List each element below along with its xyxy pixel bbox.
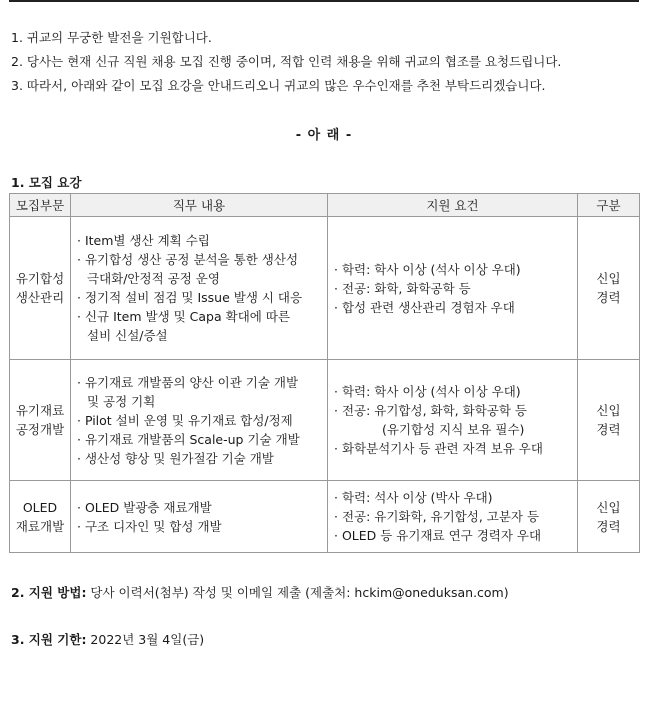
duties-cell — [71, 360, 328, 481]
duty-line: · 유기합성 생산 공정 분석을 통한 생산성 — [77, 252, 299, 267]
duty-line: · Pilot 설비 운영 및 유기재료 합성/정제 — [77, 412, 293, 428]
duty-line: 극대화/안정적 공정 운영 — [87, 271, 220, 286]
duty-line: 설비 신설/증설 — [87, 328, 168, 343]
requirement-line: · 전공: 화학, 화학공학 등 — [334, 280, 471, 296]
dept-line: 유기재료 — [15, 403, 65, 418]
dept-line: 재료개발 — [15, 518, 65, 534]
duty-line: · OLED 발광층 재료개발 — [77, 499, 212, 515]
requirements-cell — [328, 217, 578, 360]
type-line: 신입 — [596, 403, 621, 418]
requirement-line: · 전공: 유기화학, 유기합성, 고분자 등 — [334, 509, 540, 524]
requirement-line: · 전공: 유기합성, 화학, 화학공학 등 — [334, 403, 527, 418]
requirement-line: · 합성 관련 생산관리 경험자 우대 — [334, 299, 515, 315]
section2-application-method — [11, 583, 509, 601]
duty-line: · 생산성 향상 및 원가절감 기술 개발 — [77, 450, 274, 466]
section2-text: 당사 이력서(첨부) 작성 및 이메일 제출 (제출처: hckim@oneduksan.com) — [86, 585, 509, 600]
top-rule — [9, 0, 639, 2]
header-requirements: 지원 요건 — [328, 194, 578, 217]
section2-label: 2. 지원 방법: — [11, 585, 87, 600]
intro-paragraphs — [11, 30, 641, 102]
section3-label: 3. 지원 기한: — [11, 632, 87, 647]
type-cell — [578, 360, 640, 481]
requirements-cell — [328, 360, 578, 481]
header-duties: 직무 내용 — [71, 194, 328, 217]
duty-line: 및 공정 기획 — [87, 393, 156, 409]
duty-line: · Item별 생산 계획 수립 — [77, 233, 210, 248]
table-row — [10, 481, 640, 553]
requirement-line: · OLED 등 유기재료 연구 경력자 우대 — [334, 528, 542, 543]
dept-line: 유기합성 — [15, 271, 65, 286]
type-line: 경력 — [596, 422, 621, 437]
table-row — [10, 360, 640, 481]
section3-deadline — [11, 630, 204, 648]
table-row — [10, 217, 640, 360]
requirement-line: · 학력: 석사 이상 (박사 우대) — [334, 490, 493, 505]
duty-line: · 신규 Item 발생 및 Capa 확대에 따른 — [77, 309, 290, 324]
type-line: 경력 — [596, 290, 621, 305]
header-dept: 모집부문 — [10, 194, 71, 217]
dept-line: 생산관리 — [15, 290, 65, 305]
type-cell — [578, 481, 640, 553]
dept-cell — [10, 481, 71, 553]
duty-line: · 정기적 설비 점검 및 Issue 발생 시 대응 — [77, 290, 303, 305]
table-header-row — [10, 194, 640, 217]
intro-line-2: 2. 당사는 현재 신규 직원 채용 모집 진행 중이며, 적합 인력 채용을 위해 귀교의 협조를 요청드립니다. — [11, 54, 562, 69]
recruitment-table — [9, 193, 640, 553]
requirement-line: (유기합성 지식 보유 필수) — [382, 422, 525, 437]
section1-title: 1. 모집 요강 — [11, 175, 82, 190]
type-line: 신입 — [596, 271, 621, 286]
section3-text: 2022년 3월 4일(금) — [86, 632, 205, 647]
header-type: 구분 — [578, 194, 640, 217]
duties-cell — [71, 481, 328, 553]
requirement-line: · 학력: 학사 이상 (석사 이상 우대) — [334, 384, 521, 399]
dept-line: OLED — [22, 499, 58, 515]
duty-line: · 유기재료 개발품의 양산 이관 기술 개발 — [77, 374, 299, 390]
dept-cell — [10, 360, 71, 481]
type-cell — [578, 217, 640, 360]
type-line: 신입 — [596, 499, 621, 515]
section-heading: - 아 래 - — [295, 128, 353, 143]
duty-line: · 구조 디자인 및 합성 개발 — [77, 518, 222, 534]
type-line: 경력 — [596, 518, 621, 534]
duty-line: · 유기재료 개발품의 Scale-up 기술 개발 — [77, 431, 300, 447]
duties-cell — [71, 217, 328, 360]
intro-line-1: 1. 귀교의 무궁한 발전을 기원합니다. — [11, 30, 212, 45]
requirement-line: · 학력: 학사 이상 (석사 이상 우대) — [334, 261, 521, 277]
intro-line-3: 3. 따라서, 아래와 같이 모집 요강을 안내드리오니 귀교의 많은 우수인재를 추천 부탁드리겠습니다. — [11, 78, 546, 93]
dept-line: 공정개발 — [15, 422, 65, 437]
requirement-line: · 화학분석기사 등 관련 자격 보유 우대 — [334, 441, 543, 456]
dept-cell — [10, 217, 71, 360]
requirements-cell — [328, 481, 578, 553]
